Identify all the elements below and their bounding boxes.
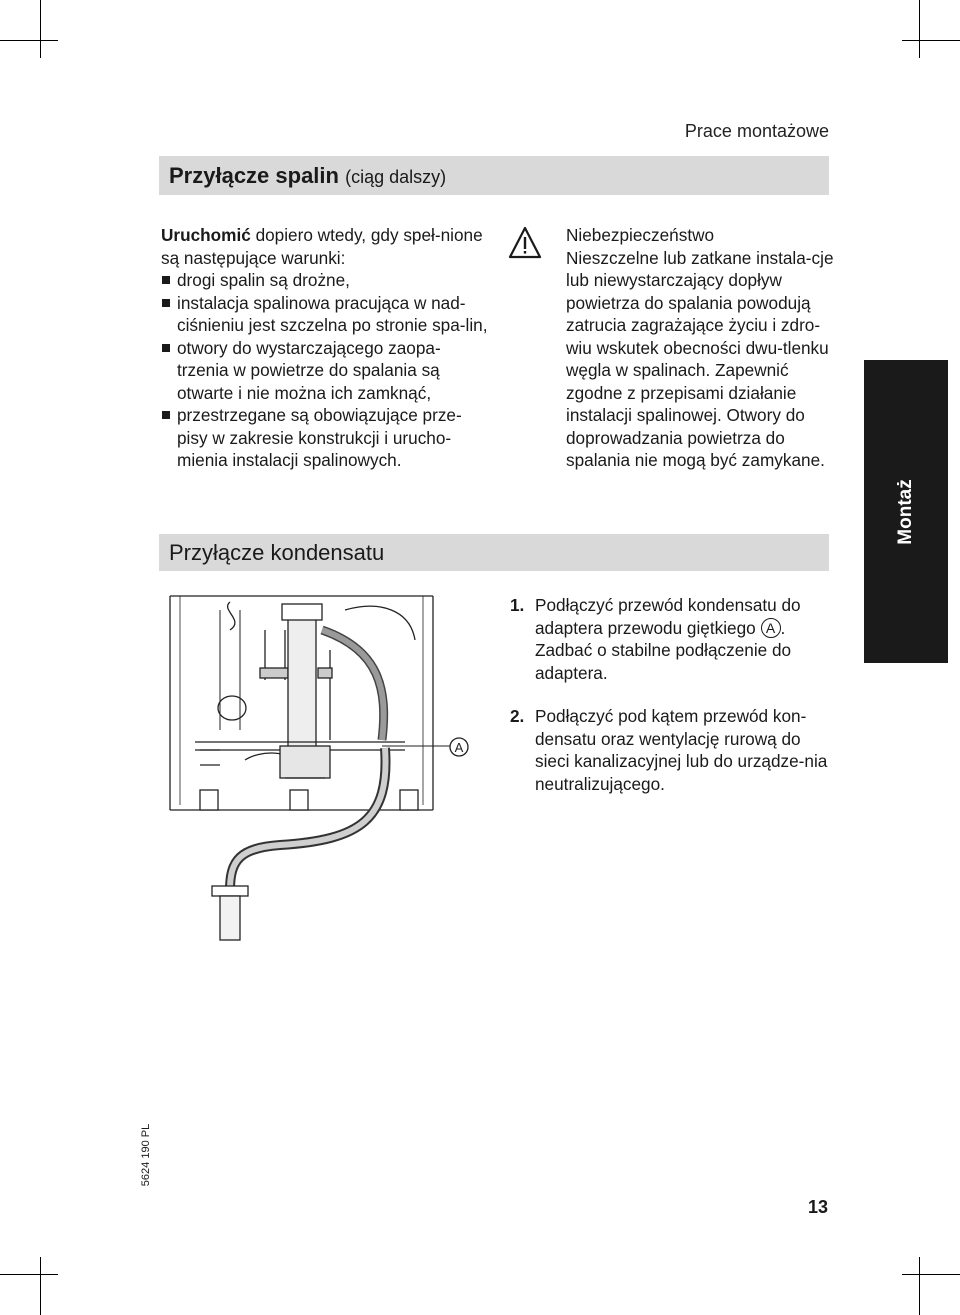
- section-title-main: Przyłącze spalin: [169, 163, 339, 188]
- bullet-icon: [161, 404, 177, 472]
- list-item-text: przestrzegane są obowiązujące prze-pisy w zakresie konstrukcji i urucho-mienia instalacji spalinowych.: [177, 405, 462, 470]
- section-title: [169, 163, 446, 189]
- step-text-part: Podłączyć przewód kondensatu do adaptera przewodu giętkiego: [535, 595, 801, 638]
- document-code: 5624 190 PL: [140, 1123, 152, 1187]
- crop-mark: [919, 1257, 920, 1315]
- crop-mark: [0, 40, 58, 41]
- step-text: [535, 594, 830, 684]
- list-item: [510, 705, 830, 795]
- bullet-icon: [161, 292, 177, 337]
- steps-list: [510, 594, 830, 816]
- list-item: [161, 292, 491, 337]
- intro-text: dopiero wtedy, gdy speł-nione są następujące warunki:: [161, 225, 483, 268]
- step-number: 2.: [510, 706, 525, 726]
- callout-ref: A: [761, 618, 781, 638]
- callout-label: A: [454, 740, 464, 755]
- list-item-text: otwory do wystarczającego zaopa-trzenia w powietrze do spalania są otwarte i nie można ich zamknąć,: [177, 337, 441, 403]
- section-heading-flue: [159, 156, 829, 195]
- list-item-text: instalacja spalinowa pracująca w nad-ciśnieniu jest szczelna po stronie spa-lin,: [177, 292, 488, 335]
- crop-mark: [919, 0, 920, 58]
- side-tab-label: Montaż: [895, 478, 916, 545]
- conditions-text: [161, 224, 491, 472]
- list-item: [510, 594, 830, 684]
- crop-mark: [0, 1274, 58, 1275]
- step-number: 1.: [510, 595, 525, 615]
- crop-mark: [902, 1274, 960, 1275]
- section-heading-condensate: [159, 534, 829, 571]
- crop-mark: [40, 0, 41, 58]
- intro-bold: Uruchomić: [161, 225, 251, 245]
- warning-triangle-icon: [508, 226, 542, 260]
- list-item: [161, 269, 491, 292]
- section-title: Przyłącze kondensatu: [169, 540, 385, 565]
- list-item: [161, 337, 491, 405]
- crop-mark: [40, 1257, 41, 1315]
- bullet-icon: [161, 269, 177, 292]
- side-tab: [864, 360, 948, 663]
- warning-text: Nieszczelne lub zatkane instala-cje lub niewystarczający dopływ powietrza do spalania powodują zatrucia zagrażające życiu i zdro-wiu wskutek obecności dwu-tlenku węgla w spalinach. Zapewnić zgodne z przepisami działanie instalacji spalinowej. Otwory do doprowadzania powietrza do spalania nie mogą być zamykane.: [566, 247, 834, 470]
- crop-mark: [902, 40, 960, 41]
- condensate-connection-diagram: [150, 590, 490, 1040]
- step-text-part: . Zadbać o stabilne podłączenie do adaptera.: [535, 617, 792, 683]
- warning-title: Niebezpieczeństwo: [566, 225, 715, 245]
- list-item-text: drogi spalin są drożne,: [177, 270, 350, 290]
- bullet-icon: [161, 337, 177, 405]
- warning-block: [566, 224, 841, 472]
- list-item: [161, 404, 491, 472]
- intro-paragraph: [161, 224, 491, 269]
- page-number: 13: [808, 1197, 829, 1217]
- section-title-suffix: (ciąg dalszy): [345, 167, 447, 187]
- running-header: Prace montażowe: [684, 121, 829, 141]
- step-text: Podłączyć pod kątem przewód kon-densatu oraz wentylację rurową do sieci kanalizacyjnej lub do urządze-nia neutralizującego.: [535, 706, 828, 794]
